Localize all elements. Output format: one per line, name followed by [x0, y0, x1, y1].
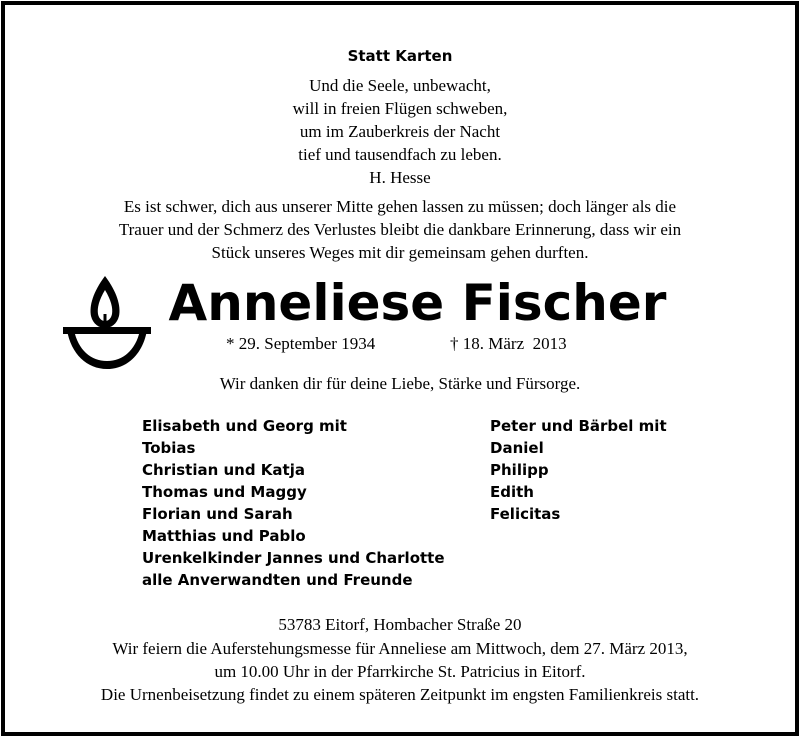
mourners-left: [142, 415, 445, 591]
mourner-entry: alle Anverwandten und Freunde: [142, 571, 413, 589]
service-info: [5, 637, 795, 706]
poem-author: H. Hesse: [369, 168, 431, 187]
intro-text: [5, 195, 795, 264]
mourner-entry: Daniel: [490, 439, 544, 457]
mourner-entry: Florian und Sarah: [142, 505, 293, 523]
mourner-entry: Tobias: [142, 439, 196, 457]
candle-icon: [63, 270, 155, 372]
poem-line: um im Zauberkreis der Nacht: [299, 122, 501, 141]
mourner-entry: Peter und Bärbel mit: [490, 417, 667, 435]
poem-line: tief und tausendfach zu leben.: [298, 145, 502, 164]
mourner-entry: Elisabeth und Georg mit: [142, 417, 347, 435]
mourner-entry: Felicitas: [490, 505, 561, 523]
mourner-entry: Urenkelkinder Jannes und Charlotte: [142, 549, 445, 567]
service-line: um 10.00 Uhr in der Pfarrkirche St. Patricius in Eitorf.: [214, 662, 586, 681]
poem-line: will in freien Flügen schweben,: [292, 99, 508, 118]
mourners-right: [490, 415, 667, 525]
birth-date: * 29. September 1934: [226, 334, 376, 353]
mourner-entry: Thomas und Maggy: [142, 483, 307, 501]
service-line: Die Urnenbeisetzung findet zu einem späteren Zeitpunkt im engsten Familienkreis statt.: [100, 685, 700, 704]
death-date: † 18. März 2013: [450, 334, 567, 353]
mourner-entry: Matthias und Pablo: [142, 527, 306, 545]
address-line: 53783 Eitorf, Hombacher Straße 20: [278, 615, 522, 634]
mourner-entry: Philipp: [490, 461, 549, 479]
mourner-entry: Christian und Katja: [142, 461, 305, 479]
service-line: Wir feiern die Auferstehungsmesse für Anneliese am Mittwoch, dem 27. März 2013,: [112, 639, 688, 658]
intro-line: Es ist schwer, dich aus unserer Mitte gehen lassen zu müssen; doch länger als die: [123, 197, 677, 216]
header-statt-karten: Statt Karten: [347, 47, 453, 65]
poem-line: Und die Seele, unbewacht,: [309, 76, 491, 95]
intro-line: Trauer und der Schmerz des Verlustes bleibt die dankbare Erinnerung, dass wir ein: [118, 220, 682, 239]
deceased-name: Anneliese Fischer: [168, 274, 667, 332]
obituary-notice: [1, 1, 799, 736]
poem: [5, 74, 795, 189]
mourner-entry: Edith: [490, 483, 534, 501]
thanks-line: Wir danken dir für deine Liebe, Stärke und Fürsorge.: [219, 374, 581, 393]
intro-line: Stück unseres Weges mit dir gemeinsam gehen durften.: [211, 243, 589, 262]
